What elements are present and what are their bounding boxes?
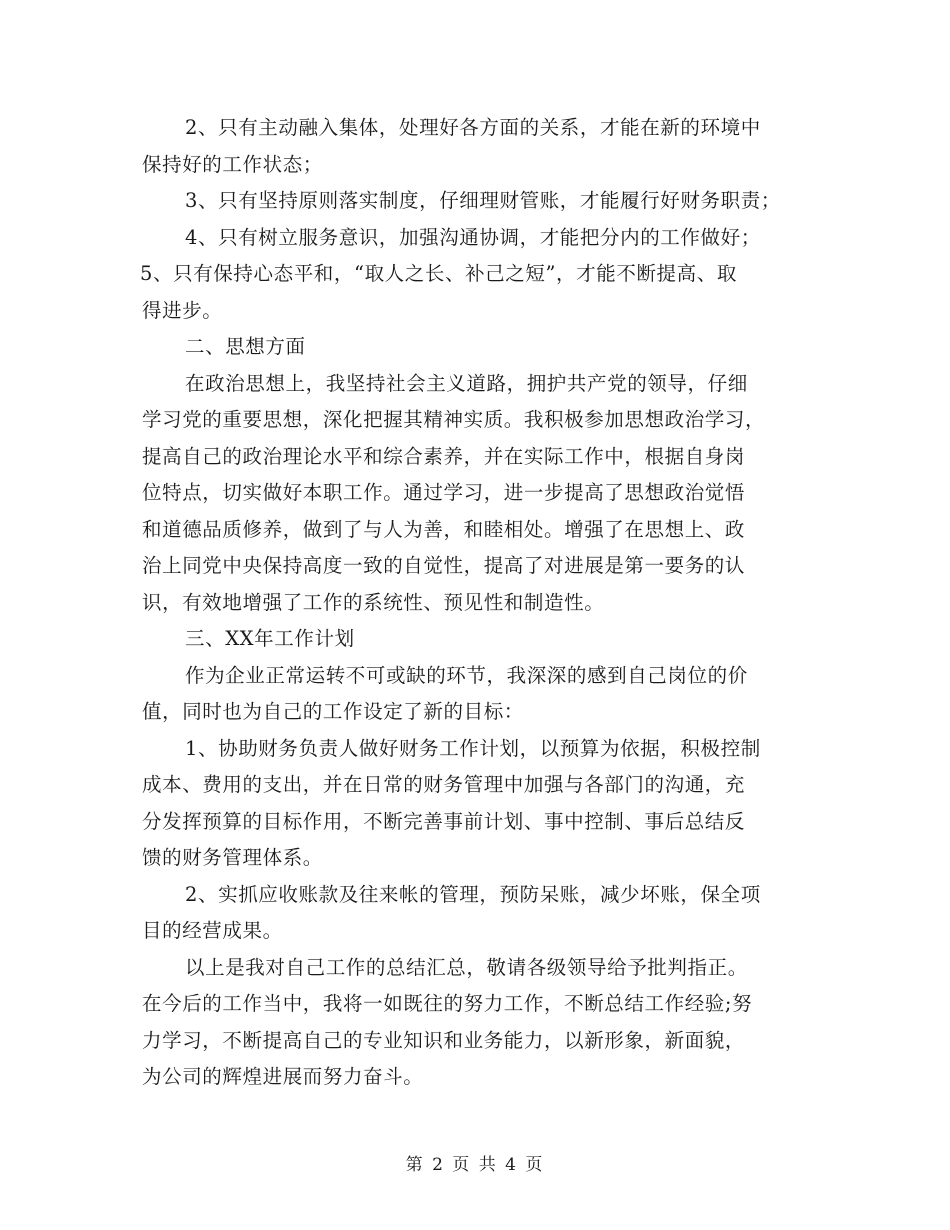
page-footer: [0, 1150, 950, 1175]
section-heading: 二、思想方面: [185, 335, 306, 358]
text-line: 2、只有主动融入集体，处理好各方面的关系，才能在新的环境中: [185, 116, 761, 139]
text-line: 1、协助财务负责人做好财务工作计划，以预算为依据，积极控制: [185, 736, 761, 760]
text-line: 在政治思想上，我坚持社会主义道路，拥护共产党的领导，仔细: [185, 371, 748, 395]
page-number: 第 2 页 共 4 页: [405, 1155, 545, 1175]
text-line: 以上是我对自己工作的总结汇总，敬请各级领导给予批判指正。: [185, 955, 748, 979]
text-line: 在今后的工作当中，我将一如既往的努力工作，不断总结工作经验;努: [142, 992, 753, 1015]
section-heading: 三、XX年工作计划: [185, 627, 355, 650]
text-line: 保持好的工作状态；: [142, 152, 323, 176]
text-line: 馈的财务管理体系。: [142, 846, 323, 869]
text-line: 提高自己的政治理论水平和综合素养，并在实际工作中，根据自身岗: [142, 444, 746, 468]
text-line: 学习党的重要思想，深化把握其精神实质。我积极参加思想政治学习，: [142, 408, 766, 431]
text-line: 作为企业正常运转不可或缺的环节，我深深的感到自己岗位的价: [185, 663, 748, 687]
text-line: 分发挥预算的目标作用，不断完善事前计划、事中控制、事后总结反: [142, 809, 746, 833]
text-line: 5、只有保持心态平和，“取人之长、补己之短”，才能不断提高、取: [140, 262, 737, 285]
text-line: 和道德品质修养，做到了与人为善，和睦相处。增强了在思想上、政: [142, 517, 746, 541]
text-line: 成本、费用的支出，并在日常的财务管理中加强与各部门的沟通，充: [142, 773, 746, 796]
text-line: 位特点，切实做好本职工作。通过学习，进一步提高了思想政治觉悟: [142, 481, 746, 504]
text-line: 目的经营成果。: [142, 919, 283, 942]
text-line: 2、实抓应收账款及往来帐的管理，预防呆账，减少坏账，保全项: [185, 882, 761, 906]
text-line: 3、只有坚持原则落实制度，仔细理财管账，才能履行好财务职责；: [185, 189, 781, 212]
text-line: 识，有效地增强了工作的系统性、预见性和制造性。: [142, 590, 605, 614]
text-line: 为公司的辉煌进展而努力奋斗。: [142, 1065, 424, 1088]
text-line: 力学习，不断提高自己的专业知识和业务能力，以新形象，新面貌，: [142, 1028, 746, 1052]
text-line: 得进步。: [142, 298, 223, 322]
text-line: 4、只有树立服务意识，加强沟通协调，才能把分内的工作做好；: [185, 225, 761, 249]
document-body: [142, 110, 822, 1096]
text-line: 治上同党中央保持高度一致的自觉性，提高了对进展是第一要务的认: [142, 554, 746, 577]
text-line: 值，同时也为自己的工作设定了新的目标：: [142, 700, 524, 723]
